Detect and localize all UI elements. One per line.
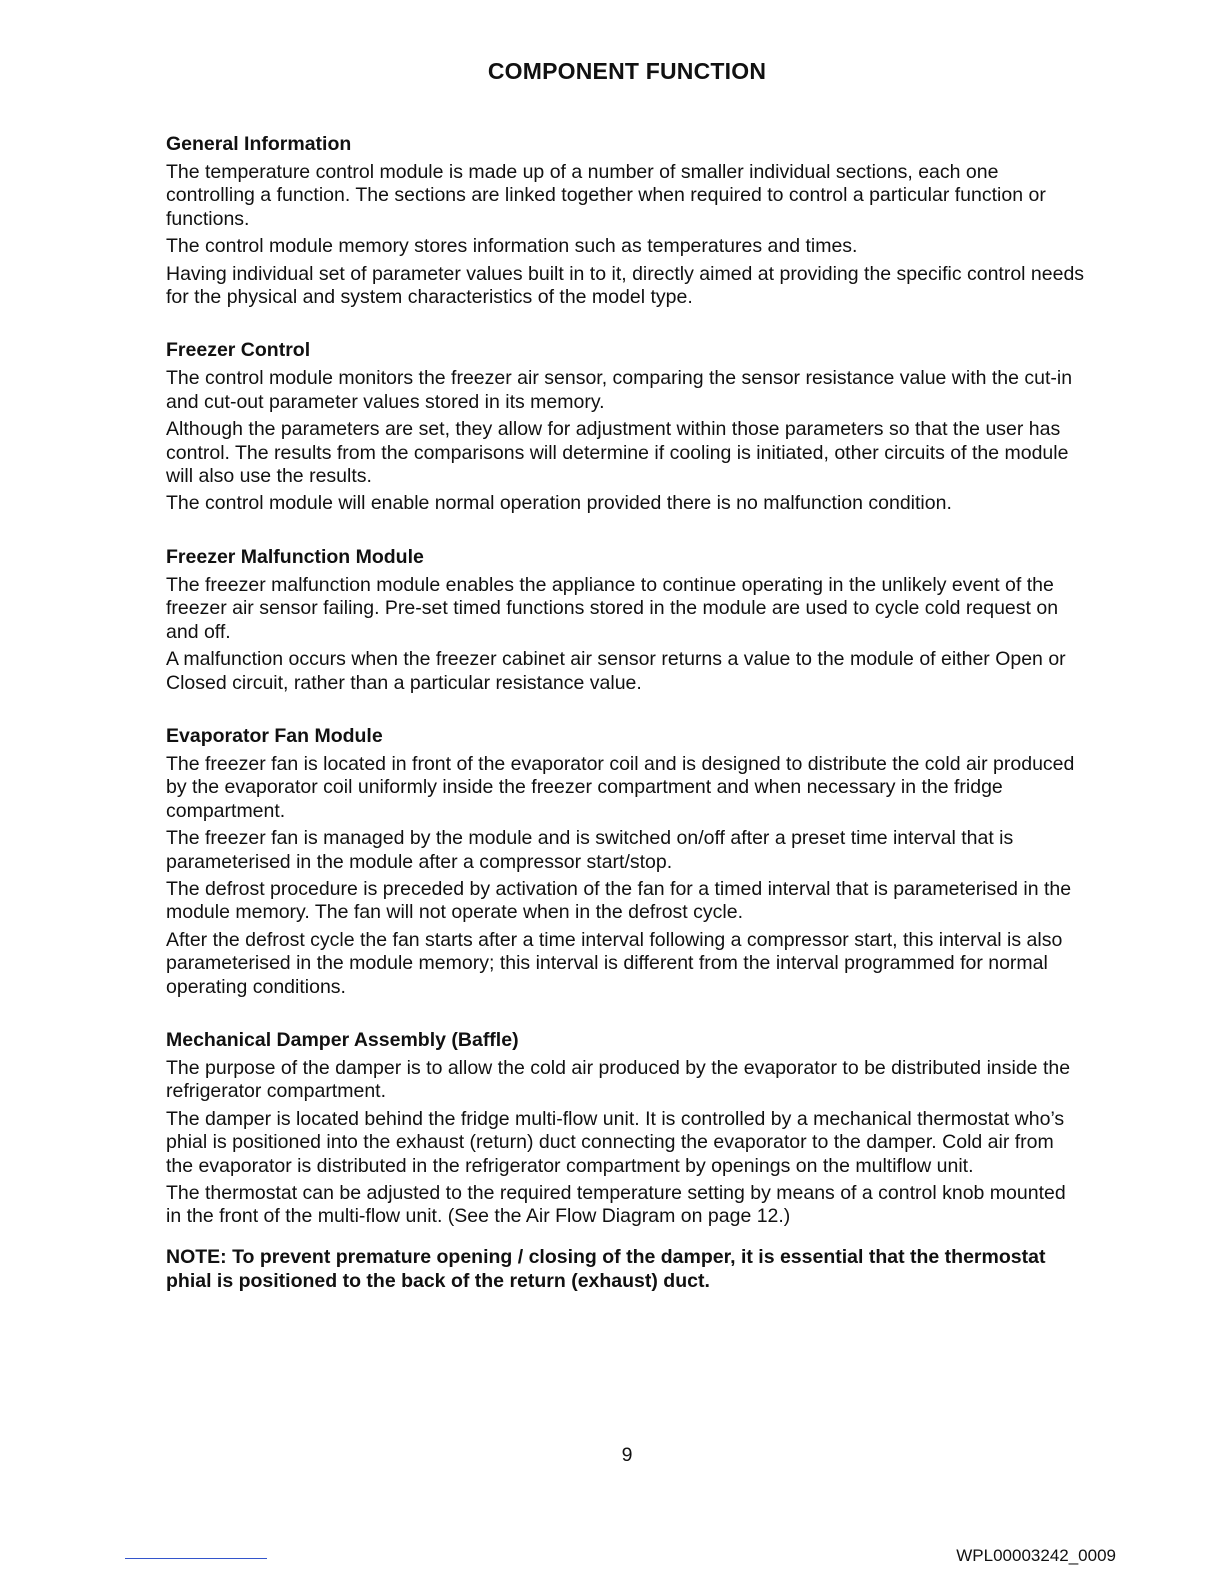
section-heading: Freezer Malfunction Module: [166, 545, 424, 568]
section-mechanical-damper-assembly: [166, 1028, 1086, 1229]
section-evaporator-fan-module: [166, 724, 1086, 999]
paragraph: After the defrost cycle the fan starts after a time interval following a compressor start, this interval is also parameterised in the module memory; this interval is different from the interval programmed for normal operating conditions.: [166, 928, 1063, 998]
paragraph: A malfunction occurs when the freezer cabinet air sensor returns a value to the module of either Open or Closed circuit, rather than a particular resistance value.: [166, 648, 1066, 694]
paragraph: The control module will enable normal operation provided there is no malfunction condition.: [166, 492, 952, 515]
section-general-information: [166, 132, 1086, 309]
paragraph: The freezer fan is located in front of the evaporator coil and is designed to distribute the cold air produced by the evaporator coil uniformly inside the freezer compartment and when necessary in the fridge compartment.: [166, 752, 1075, 822]
section-heading: General Information: [166, 133, 352, 155]
paragraph: The damper is located behind the fridge multi-flow unit. It is controlled by a mechanical thermostat who’s phial is positioned into the exhaust (return) duct connecting the evaporator to the damper. Cold air from the evaporator is distributed in the refrigerator compartment by openings on the multiflow unit.: [166, 1107, 1065, 1177]
paragraph: The defrost procedure is preceded by activation of the fan for a timed interval that is parameterised in the module memory. The fan will not operate when in the defrost cycle.: [166, 877, 1072, 924]
paragraph: The control module monitors the freezer air sensor, comparing the sensor resistance value with the cut-in and cut-out parameter values stored in its memory.: [166, 367, 1073, 413]
paragraph: The freezer fan is managed by the module and is switched on/off after a preset time interval that is parameterised in the module after a compressor start/stop.: [166, 827, 1014, 873]
section-freezer-control: [166, 338, 1086, 515]
document-id: WPL00003242_0009: [956, 1546, 1116, 1565]
section-heading: Freezer Control: [166, 339, 311, 362]
paragraph: The thermostat can be adjusted to the required temperature setting by means of a control knob mounted in the front of the multi-flow unit. (See the Air Flow Diagram on page 12.): [166, 1182, 1066, 1228]
section-heading: Evaporator Fan Module: [166, 724, 383, 747]
document-body: [166, 132, 1086, 1293]
page-number: 9: [621, 1444, 633, 1466]
paragraph: The freezer malfunction module enables the appliance to continue operating in the unlikely event of the freezer air sensor failing. Pre-set timed functions stored in the module are used to cycle cold request on and off.: [166, 573, 1059, 643]
page-title: COMPONENT FUNCTION: [487, 58, 767, 84]
note-warning: NOTE: To prevent premature opening / closing of the damper, it is essential that the thermostat phial is positioned to the back of the return (exhaust) duct.: [166, 1245, 1046, 1292]
footer-divider: [125, 1558, 267, 1559]
paragraph: Having individual set of parameter values built in to it, directly aimed at providing the specific control needs for the physical and system characteristics of the model type.: [166, 262, 1085, 309]
paragraph: The purpose of the damper is to allow the cold air produced by the evaporator to be distributed inside the refrigerator compartment.: [166, 1056, 1071, 1103]
paragraph: The temperature control module is made up of a number of smaller individual sections, each one controlling a function. The sections are linked together when required to control a particular function or functions.: [166, 161, 1046, 230]
paragraph: The control module memory stores information such as temperatures and times.: [166, 235, 858, 258]
section-heading: Mechanical Damper Assembly (Baffle): [166, 1028, 519, 1051]
section-freezer-malfunction-module: [166, 545, 1086, 695]
paragraph: Although the parameters are set, they allow for adjustment within those parameters so that the user has control. The results from the comparisons will determine if cooling is initiated, other circuits of the module will also use the results.: [166, 418, 1069, 488]
